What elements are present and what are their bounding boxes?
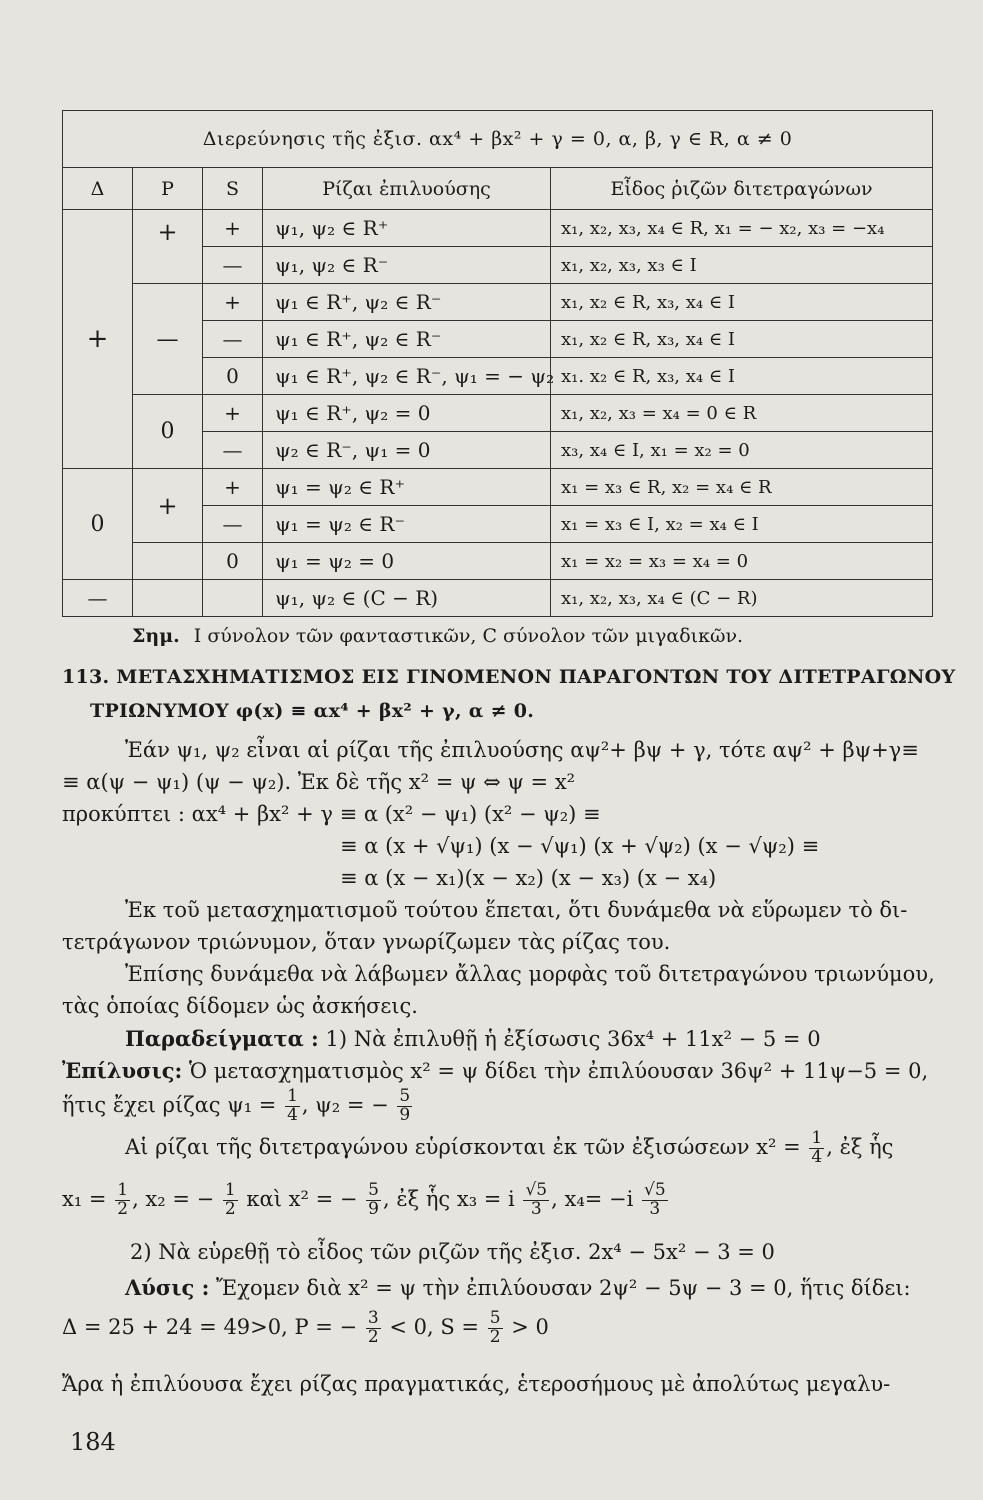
- discriminant-line: [62, 1310, 549, 1347]
- s-sign: —: [203, 321, 263, 358]
- body-line: ≡ α (x − x₁)(x − x₂) (x − x₃) (x − x₄): [340, 866, 717, 890]
- table-caption: Διερεύνησις τῆς ἐξισ. αx⁴ + βx² + γ = 0, α, β, γ ∈ R, α ≠ 0: [63, 111, 933, 168]
- roots-cell: ψ₁, ψ₂ ∈ R⁺: [263, 210, 551, 247]
- roots-cell: ψ₁ ∈ R⁺, ψ₂ = 0: [263, 395, 551, 432]
- s-sign: —: [203, 506, 263, 543]
- text-fragment: < 0, S =: [389, 1314, 479, 1339]
- p-empty: [133, 580, 203, 617]
- numerator: 1: [287, 1086, 298, 1106]
- text-fragment: ἥτις ἔχει ρίζας ψ₁ =: [62, 1092, 277, 1117]
- text-fragment: , x₄= −i: [551, 1186, 634, 1211]
- kind-cell: x₁ = x₂ = x₃ = x₄ = 0: [551, 543, 933, 580]
- s-sign: +: [203, 210, 263, 247]
- solution-text: Ὁ μετασχηματισμὸς x² = ψ δίδει τὴν ἐπιλύουσαν 36ψ² + 11ψ−5 = 0,: [188, 1059, 929, 1083]
- example-1: 1) Νὰ ἐπιλυθῇ ἡ ἐξίσωσις 36x⁴ + 11x² − 5 = 0: [325, 1027, 821, 1051]
- examples-label: Παραδείγματα :: [125, 1026, 319, 1051]
- body-line: τετράγωνον τριώνυμον, ὅταν γνωρίζωμεν τὰς ρίζας του.: [62, 930, 671, 954]
- p-empty: [133, 543, 203, 580]
- text-fragment: καὶ x² = −: [246, 1186, 358, 1211]
- kind-cell: x₁, x₂, x₃, x₄ ∈ R, x₁ = − x₂, x₃ = −x₄: [551, 210, 933, 247]
- body-line: Ἐκ τοῦ μετασχηματισμοῦ τούτου ἕπεται, ὅτι δυνάμεθα νὰ εὕρωμεν τὸ δι-: [125, 898, 908, 922]
- roots-cell: ψ₂ ∈ R⁻, ψ₁ = 0: [263, 432, 551, 469]
- denominator: 4: [287, 1104, 298, 1125]
- fraction: [223, 1182, 238, 1219]
- body-line: Ἄρα ἡ ἐπιλύουσα ἔχει ρίζας πραγματικάς, ἑτεροσήμους μὲ ἀπολύτως μεγαλυ-: [62, 1372, 891, 1396]
- numerator: 1: [117, 1180, 129, 1200]
- lysis-text: Ἔχομεν διὰ x² = ψ τὴν ἐπιλύουσαν 2ψ² − 5ψ − 3 = 0, ἥτις δίδει:: [216, 1276, 911, 1300]
- numerator: √5: [525, 1180, 548, 1200]
- denominator: 2: [367, 1326, 379, 1347]
- body-line: ≡ α (x + √ψ₁) (x − √ψ₁) (x + √ψ₂) (x − √ψ₂) ≡: [340, 834, 820, 858]
- roots-discussion-table: [62, 110, 933, 617]
- fraction: [115, 1182, 130, 1219]
- roots-cell: ψ₁ = ψ₂ ∈ R⁺: [263, 469, 551, 506]
- kind-cell: x₁, x₂ ∈ R, x₃, x₄ ∈ I: [551, 284, 933, 321]
- roots-line: [62, 1088, 414, 1125]
- kind-cell: x₁ = x₃ ∈ R, x₂ = x₄ ∈ R: [551, 469, 933, 506]
- text-fragment: , x₂ = −: [132, 1186, 215, 1211]
- header-p: P: [133, 168, 203, 210]
- delta-minus: —: [63, 580, 133, 617]
- p-zero: 0: [133, 395, 203, 469]
- roots-cell: ψ₁ ∈ R⁺, ψ₂ ∈ R⁻: [263, 284, 551, 321]
- roots-cell: ψ₁, ψ₂ ∈ R⁻: [263, 247, 551, 284]
- denominator: 3: [649, 1198, 661, 1219]
- roots-cell: ψ₁ ∈ R⁺, ψ₂ ∈ R⁻, ψ₁ = − ψ₂: [263, 358, 551, 395]
- equations-line: [125, 1130, 893, 1167]
- denominator: 2: [489, 1326, 501, 1347]
- fraction: [366, 1182, 381, 1219]
- body-line: ≡ α(ψ − ψ₁) (ψ − ψ₂). Ἐκ δὲ τῆς x² = ψ ⇔ ψ = x²: [62, 770, 576, 794]
- fraction: [523, 1182, 549, 1219]
- example-line: [125, 1026, 821, 1051]
- kind-cell: x₁ = x₃ ∈ I, x₂ = x₄ ∈ I: [551, 506, 933, 543]
- s-sign: 0: [203, 543, 263, 580]
- delta-zero: 0: [63, 469, 133, 580]
- s-sign: +: [203, 395, 263, 432]
- fraction: [642, 1182, 668, 1219]
- denominator: 3: [530, 1198, 542, 1219]
- lysis-label: Λύσις :: [125, 1275, 210, 1300]
- fraction: [488, 1310, 503, 1347]
- header-s: S: [203, 168, 263, 210]
- numerator: 1: [811, 1128, 823, 1148]
- p-plus-2: +: [133, 469, 203, 543]
- solutions-line: [62, 1182, 670, 1219]
- kind-cell: x₃, x₄ ∈ I, x₁ = x₂ = 0: [551, 432, 933, 469]
- header-roots: Ρίζαι ἐπιλυούσης: [263, 168, 551, 210]
- denominator: 9: [399, 1104, 411, 1125]
- roots-cell: ψ₁ ∈ R⁺, ψ₂ ∈ R⁻: [263, 321, 551, 358]
- text-fragment: Δ = 25 + 24 = 49>0, P = −: [62, 1314, 358, 1339]
- note-label: Σημ.: [132, 625, 180, 647]
- s-sign: +: [203, 284, 263, 321]
- text-fragment: , ἐξ ἧς x₃ = i: [382, 1186, 515, 1211]
- note-text: I σύνολον τῶν φανταστικῶν, C σύνολον τῶν μιγαδικῶν.: [193, 625, 744, 647]
- fraction: [397, 1088, 412, 1125]
- roots-cell: ψ₁ = ψ₂ = 0: [263, 543, 551, 580]
- s-sign: —: [203, 247, 263, 284]
- text-fragment: > 0: [511, 1314, 549, 1339]
- s-sign: +: [203, 469, 263, 506]
- s-sign: 0: [203, 358, 263, 395]
- solution-label: Ἐπίλυσις:: [62, 1058, 183, 1083]
- text-fragment: , ἐξ ἧς: [826, 1134, 894, 1159]
- numerator: 3: [367, 1308, 379, 1328]
- roots-cell: ψ₁, ψ₂ ∈ (C − R): [263, 580, 551, 617]
- page-number: 184: [70, 1428, 116, 1456]
- table-note: [132, 625, 743, 647]
- kind-cell: x₁, x₂, x₃ = x₄ = 0 ∈ R: [551, 395, 933, 432]
- section-heading-line1: 113. ΜΕΤΑΣΧΗΜΑΤΙΣΜΟΣ ΕΙΣ ΓΙΝΟΜΕΝΟΝ ΠΑΡΑΓΟΝΤΩΝ ΤΟΥ ΔΙΤΕΤΡΑΓΩΝΟΥ: [62, 666, 956, 688]
- p-plus: +: [133, 210, 203, 284]
- kind-cell: x₁, x₂ ∈ R, x₃, x₄ ∈ I: [551, 321, 933, 358]
- roots-cell: ψ₁ = ψ₂ ∈ R⁻: [263, 506, 551, 543]
- solution-line: [62, 1058, 928, 1083]
- text-fragment: , ψ₂ = −: [301, 1092, 389, 1117]
- denominator: 4: [811, 1146, 823, 1167]
- numerator: 5: [399, 1086, 411, 1106]
- body-line: τὰς ὁποίας δίδομεν ὡς ἀσκήσεις.: [62, 994, 418, 1018]
- section-heading-line2: ΤΡΙΩΝΥΜΟΥ φ(x) ≡ αx⁴ + βx² + γ, α ≠ 0.: [90, 700, 535, 722]
- body-line: Ἐάν ψ₁, ψ₂ εἶναι αἱ ρίζαι τῆς ἐπιλυούσης αψ²+ βψ + γ, τότε αψ² + βψ+γ≡: [125, 738, 919, 762]
- lysis-line: [125, 1275, 911, 1300]
- denominator: 9: [368, 1198, 379, 1219]
- kind-cell: x₁, x₂, x₃, x₄ ∈ (C − R): [551, 580, 933, 617]
- body-line: Ἐπίσης δυνάμεθα νὰ λάβωμεν ἄλλας μορφὰς τοῦ διτετραγώνου τριωνύμου,: [125, 962, 935, 986]
- numerator: 1: [224, 1180, 236, 1200]
- denominator: 2: [224, 1198, 236, 1219]
- numerator: √5: [644, 1180, 666, 1200]
- header-kind: Εἶδος ῥιζῶν διτετραγώνων: [551, 168, 933, 210]
- p-minus: —: [133, 284, 203, 395]
- body-line: προκύπτει : αx⁴ + βx² + γ ≡ α (x² − ψ₁) (x² − ψ₂) ≡: [62, 802, 601, 826]
- s-sign: [203, 580, 263, 617]
- text-fragment: x₁ =: [62, 1186, 107, 1211]
- text-fragment: Αἱ ρίζαι τῆς διτετραγώνου εὑρίσκονται ἐκ τῶν ἐξισώσεων x² =: [125, 1134, 801, 1159]
- fraction: [809, 1130, 824, 1167]
- fraction: [366, 1310, 381, 1347]
- header-delta: Δ: [63, 168, 133, 210]
- kind-cell: x₁. x₂ ∈ R, x₃, x₄ ∈ I: [551, 358, 933, 395]
- numerator: 5: [368, 1180, 379, 1200]
- example-2: 2) Νὰ εὑρεθῇ τὸ εἶδος τῶν ριζῶν τῆς ἐξισ. 2x⁴ − 5x² − 3 = 0: [130, 1240, 775, 1264]
- fraction: [285, 1088, 300, 1125]
- denominator: 2: [117, 1198, 129, 1219]
- s-sign: —: [203, 432, 263, 469]
- delta-plus: +: [63, 210, 133, 469]
- kind-cell: x₁, x₂, x₃, x₃ ∈ I: [551, 247, 933, 284]
- numerator: 5: [489, 1308, 501, 1328]
